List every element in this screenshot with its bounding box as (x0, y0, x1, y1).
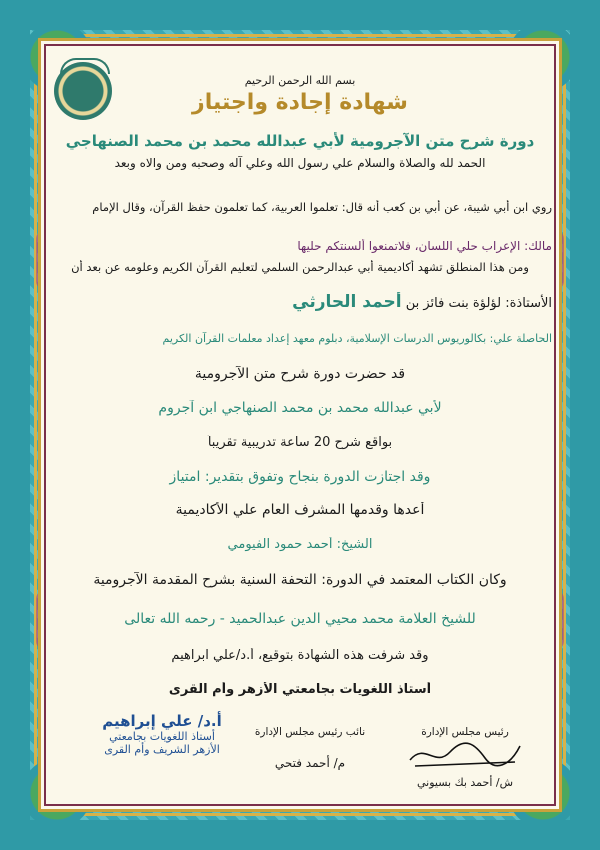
prepared-line: أعدها وقدمها المشرف العام علي الأكاديمية (175, 502, 425, 518)
signer-left-title-2: الأزهر الشريف وأم القرى (104, 743, 220, 756)
signer-left-name: أ.د/ علي إبراهيم (102, 712, 222, 730)
signer-right-title: رئيس مجلس الإدارة (421, 726, 509, 738)
hours-line: بواقع شرح 20 ساعة تدريبية تقريباً (207, 435, 393, 450)
signed-by-line: وقد شرفت هذه الشهادة بتوقيع، أ.د/علي ابراهيم (171, 648, 429, 663)
professor-line: أستاذ اللغويات بجامعتي الأزهر وأم القرى (168, 682, 432, 697)
signer-right-name: ش/ أحمد بك بسيوني (416, 776, 514, 789)
qualification-line: الحاصلة علي: بكالوريوس الدرسات الإسلامية، دبلوم معهد إعداد معلمات القرآن الكريم (162, 332, 552, 345)
signer-middle-name: م/ أحمد فتحي (274, 756, 346, 770)
signature-middle (240, 726, 380, 770)
author-line: لأبي عبدالله محمد بن محمد الصنهاجي ابن آجروم (158, 400, 442, 416)
course-heading: دورة شرح متن الآجرومية لأبي عبدالله محمد بن محمد الصنهاجي (65, 132, 535, 150)
book-line: وكان الكتاب المعتمد في الدورة: التحفة السنية بشرح المقدمة الآجرومية (93, 572, 507, 588)
book-author-line: للشيخ العلامة محمد محيي الدين عبدالحميد - رحمه الله تعالى (124, 611, 476, 627)
sheikh-line: الشيخ: أحمد حمود الفيومي (227, 537, 373, 552)
signature-left (82, 712, 242, 756)
testimony-paragraph: ومن هذا المنطلق تشهد أكاديمية أبي عبدالرحمن السلمي لتعليم القرآن الكريم وعلومه عن بعد أن (71, 260, 529, 274)
opening-paragraph: الحمد لله والصلاة والسلام علي رسول الله وعلي آله وصحبه ومن والاه وبعد (114, 156, 486, 170)
recipient-line (48, 292, 552, 312)
signer-middle-title: نائب رئيس مجلس الإدارة (254, 726, 366, 738)
grade-line: وقد اجتازت الدورة بنجاح وتفوق بتقدير: امتياز (169, 469, 431, 485)
recipient-label: الأستاذة: لؤلؤة بنت فائز بن (405, 296, 552, 311)
handwritten-signature-icon (405, 738, 525, 772)
signer-left-title: أستاذ اللغويات بجامعتي (109, 730, 215, 743)
attended-line: قد حضرت دورة شرح متن الآجرومية (194, 366, 406, 382)
recipient-name: أحمد الحارثي (292, 292, 402, 312)
basmala: بسم الله الرحمن الرحيم (244, 74, 356, 87)
hadith-paragraph: روي ابن أبي شيبة، عن أبي بن كعب أنه قال: تعلموا العربية، كما تعلمون حفظ القرآن، وقال الإمام (92, 200, 552, 214)
signature-right (400, 726, 530, 789)
certificate-body (48, 48, 552, 808)
certificate-title: شهادة إجادة واجتياز (192, 90, 408, 115)
quote-paragraph: مالك: الإعراب حلي اللسان، فلاتمنعوا ألسنتكم حليها (297, 239, 552, 253)
